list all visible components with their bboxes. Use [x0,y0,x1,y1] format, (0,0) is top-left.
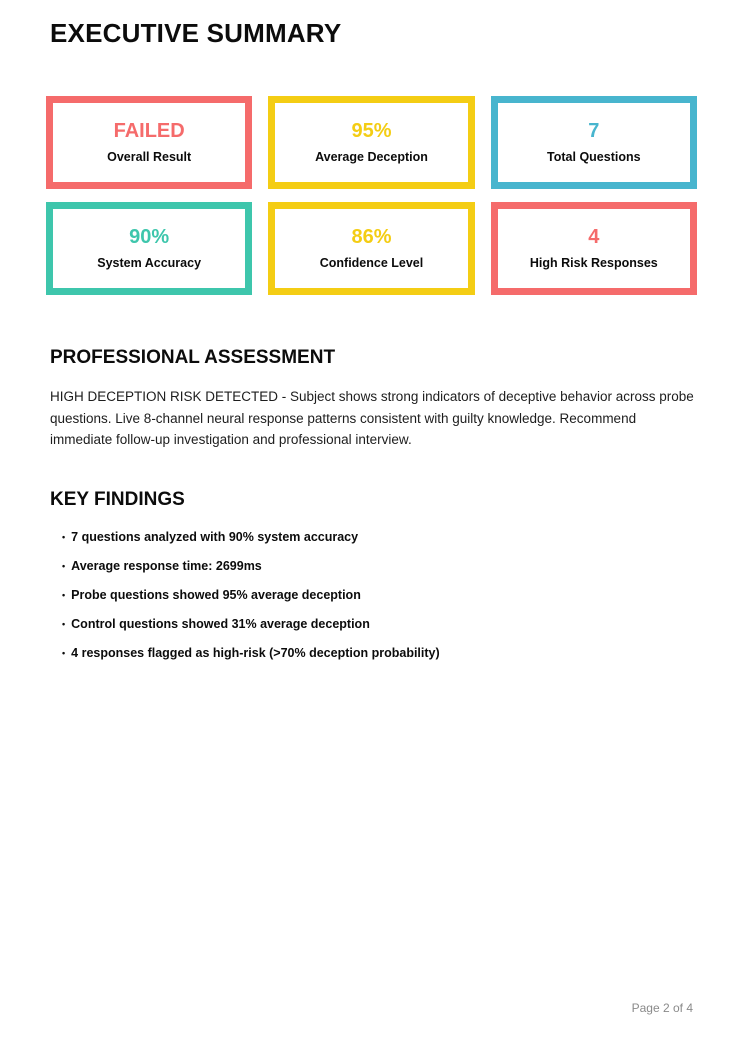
stat-value: 4 [588,226,600,249]
professional-assessment-section [50,347,693,451]
key-finding-text: Probe questions showed 95% average deception [71,587,361,602]
key-finding-item [62,589,693,602]
stat-card-overall-result [46,96,252,189]
stat-value: 95% [351,120,392,143]
stat-label: Average Deception [315,150,428,165]
stat-label: Overall Result [107,150,192,165]
key-findings-list [50,531,693,660]
key-finding-text: Average response time: 2699ms [71,558,262,573]
stat-value: FAILED [113,120,185,143]
stat-card-system-accuracy [46,202,252,295]
key-finding-item [62,618,693,631]
stat-card-confidence-level [268,202,474,295]
key-findings-heading: KEY FINDINGS [50,488,185,510]
bullet-icon: • [62,618,66,629]
stat-card-average-deception [268,96,474,189]
key-finding-item [62,560,693,573]
bullet-icon: • [62,647,66,658]
stat-value: 90% [129,226,170,249]
stat-value: 86% [351,226,392,249]
stat-card-total-questions [491,96,697,189]
bullet-icon: • [62,531,66,542]
stat-label: Confidence Level [319,256,424,271]
key-finding-text: 4 responses flagged as high-risk (>70% deception probability) [71,645,440,660]
page-title: EXECUTIVE SUMMARY [50,18,342,48]
page-number: Page 2 of 4 [631,1001,693,1015]
bullet-icon: • [62,560,66,571]
key-finding-item [62,647,693,660]
key-finding-text: Control questions showed 31% average deception [71,616,370,631]
bullet-icon: • [62,589,66,600]
key-finding-item [62,531,693,544]
professional-assessment-body: HIGH DECEPTION RISK DETECTED - Subject shows strong indicators of deceptive behavior across probe questions. Live 8-channel neural response patterns consistent with guilty knowledge. Recommend immediate follow-up investigation and professional interview. [50,389,694,447]
stat-card-grid [46,96,697,295]
stat-label: Total Questions [547,150,641,165]
stat-label: System Accuracy [97,256,202,271]
professional-assessment-heading: PROFESSIONAL ASSESSMENT [50,347,336,368]
key-finding-text: 7 questions analyzed with 90% system accuracy [71,529,359,544]
key-findings-section [50,489,693,660]
stat-label: High Risk Responses [529,256,658,271]
stat-card-high-risk-responses [491,202,697,295]
stat-value: 7 [588,120,600,143]
